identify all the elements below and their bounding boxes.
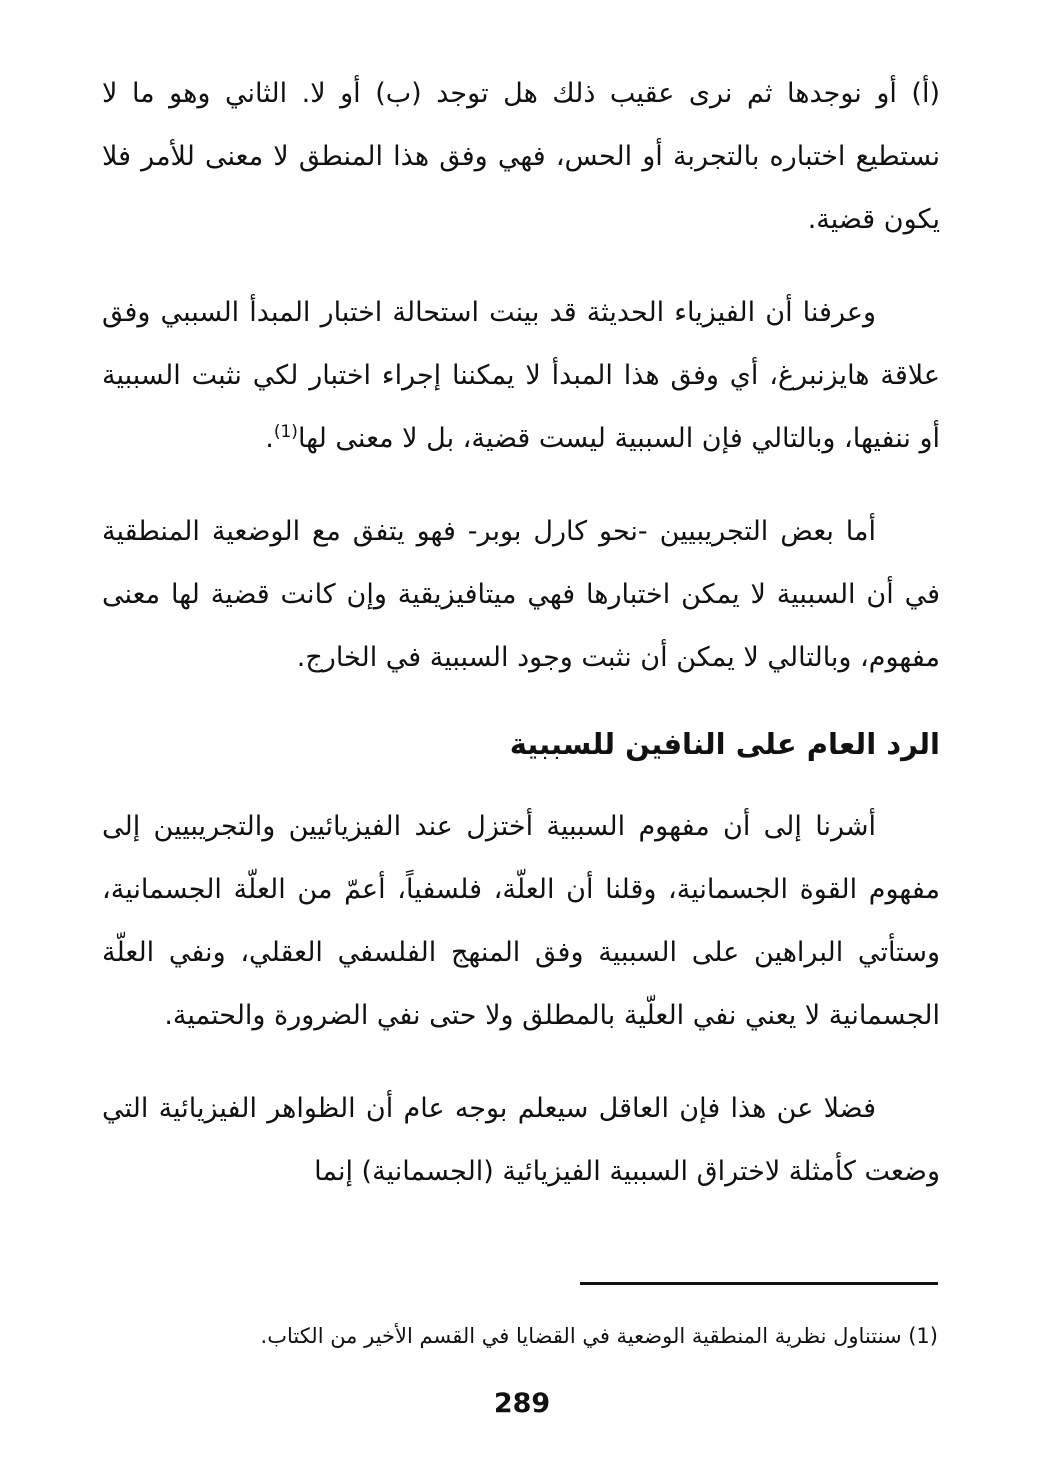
footnote-reference: (1)	[273, 422, 298, 442]
footnote: (1) سنتناول نظرية المنطقية الوضعية في القضايا في القسم الأخير من الكتاب.	[260, 1324, 938, 1348]
paragraph-2-end: .	[265, 423, 274, 454]
page-body	[102, 62, 940, 1233]
paragraph-2	[102, 281, 940, 470]
paragraph-5: فضلا عن هذا فإن العاقل سيعلم بوجه عام أن الظواهر الفيزيائية التي وضعت كأمثلة لاختراق السببية الفيزيائية (الجسمانية) إنما	[102, 1093, 940, 1187]
paragraph-2-text: وعرفنا أن الفيزياء الحديثة قد بينت استحالة اختبار المبدأ السببي وفق علاقة هايزنبرغ، أي وفق هذا المبدأ لا يمكننا إجراء اختبار لكي نثبت السببية أو ننفيها، وبالتالي فإن السببية ليست قضية، بل لا معنى لها	[102, 297, 940, 454]
section-heading: الرد العام على النافين للسببية	[509, 727, 940, 761]
page-number: 289	[493, 1388, 551, 1419]
footnote-divider	[580, 1282, 938, 1285]
paragraph-3: أما بعض التجريبيين -نحو كارل بوبر- فهو يتفق مع الوضعية المنطقية في أن السببية لا يمكن اختبارها فهي ميتافيزيقية وإن كانت قضية لها معنى مفهوم، وبالتالي لا يمكن أن نثبت وجود السببية في الخارج.	[102, 516, 940, 673]
paragraph-1: (أ) أو نوجدها ثم نرى عقيب ذلك هل توجد (ب) أو لا. الثاني وهو ما لا نستطيع اختباره بالتجربة أو الحس، فهي وفق هذا المنطق لا معنى للأمر فلا يكون قضية.	[102, 78, 940, 235]
paragraph-4: أشرنا إلى أن مفهوم السببية أختزل عند الفيزيائيين والتجريبيين إلى مفهوم القوة الجسمانية، وقلنا أن العلّة، فلسفياً، أعمّ من العلّة الجسمانية، وستأتي البراهين على السببية وفق المنهج الفلسفي العقلي، ونفي العلّة الجسمانية لا يعني نفي العلّية بالمطلق ولا حتى نفي الضرورة والحتمية.	[102, 811, 940, 1031]
